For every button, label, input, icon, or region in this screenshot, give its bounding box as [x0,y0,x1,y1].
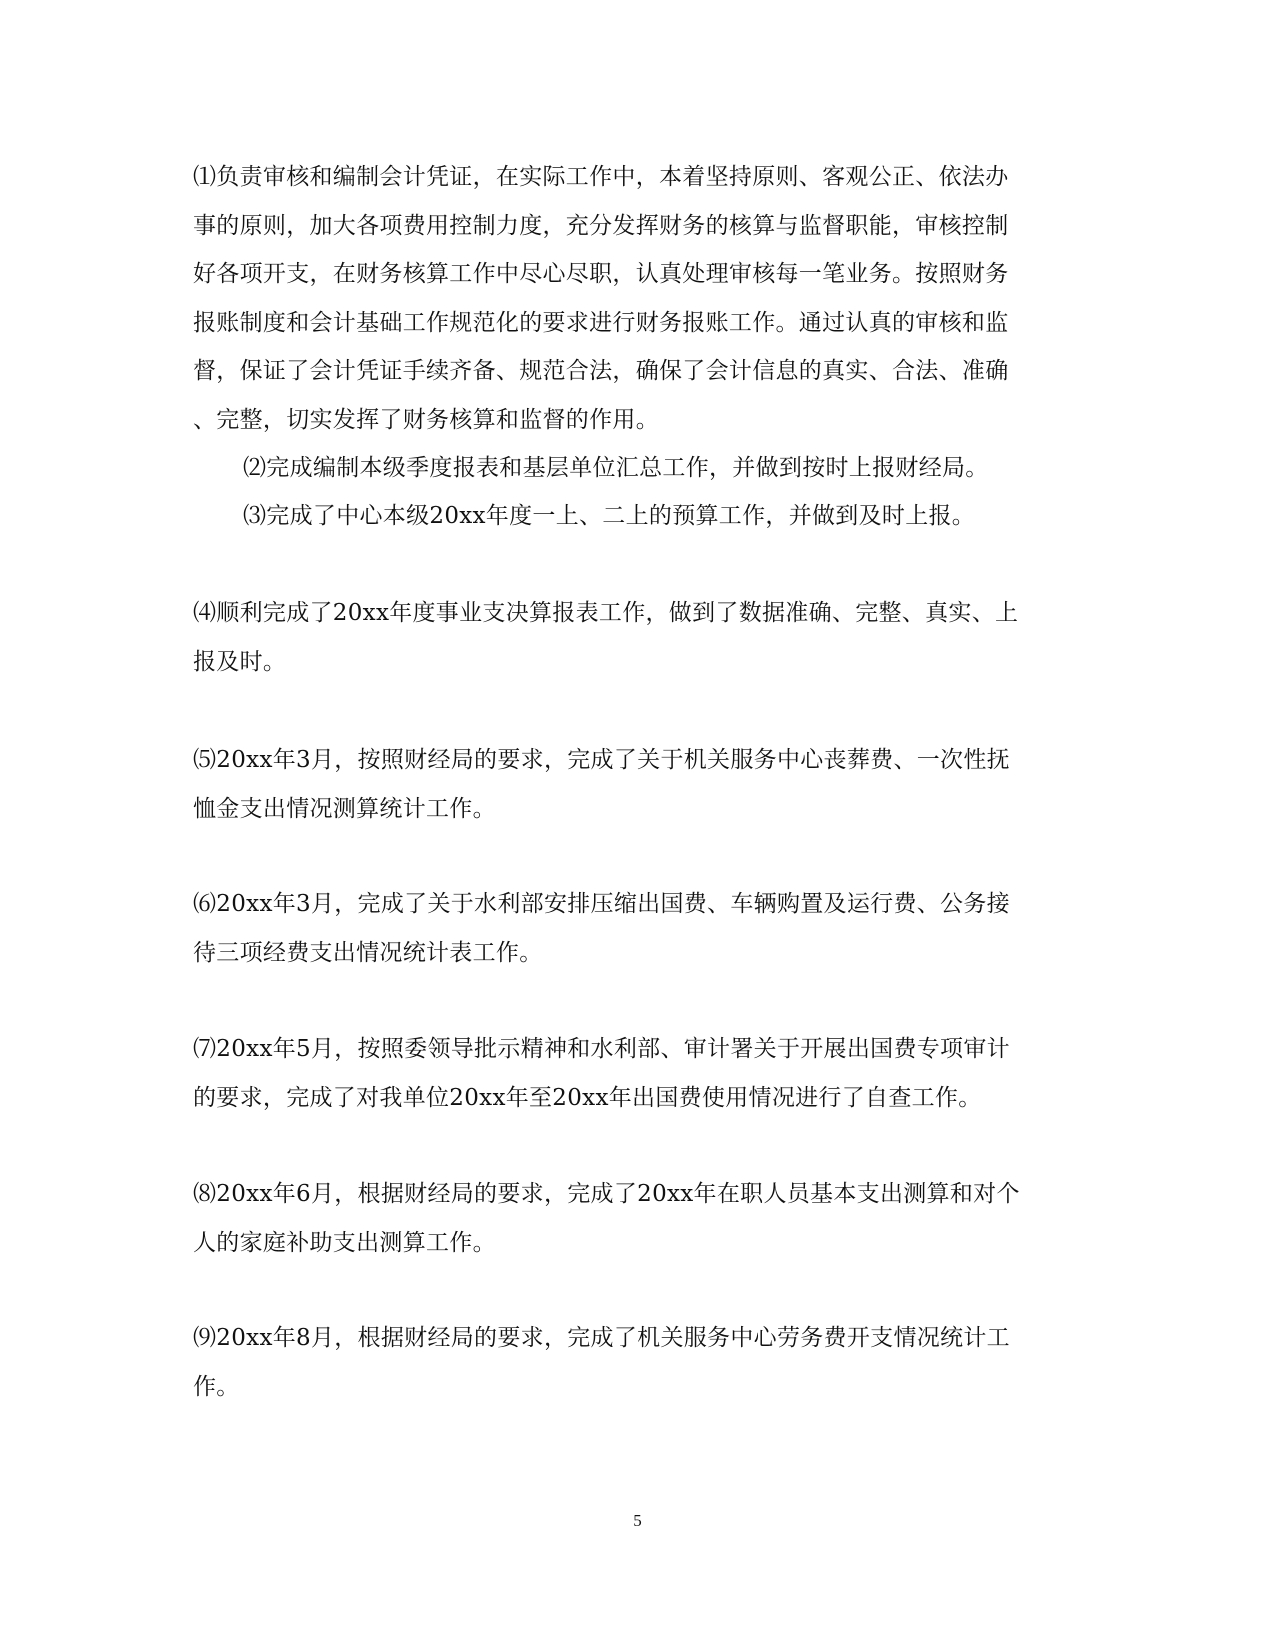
paragraph-6: ⑹20xx年3月，完成了关于水利部安排压缩出国费、车辆购置及运行费、公务接 待三项经费支出情况统计表工作。 [193,891,1010,966]
paragraph-1: ⑴负责审核和编制会计凭证，在实际工作中，本着坚持原则、客观公正、依法办 事的原则，加大各项费用控制力度，充分发挥财务的核算与监督职能，审核控制 好各项开支，在财务核算工作中尽心尽职，认真处理审核每一笔业务。按照财务 报账制度和会计基础工作规范化的要求进行财务报账工作。通过认真的审核和监 督，保证了会计凭证手续齐备、规范合法，确保了会计信息的真实、合法、准确 、完整，切实发挥了财务核算和监督的作用。 [193,164,1009,433]
paragraph-9: ⑼20xx年8月，根据财经局的要求，完成了机关服务中心劳务费开支情况统计工 作。 [193,1325,1010,1400]
paragraph-2: ⑵完成编制本级季度报表和基层单位汇总工作，并做到按时上报财经局。 [243,455,989,481]
page-number: 5 [633,1511,642,1530]
paragraph-8: ⑻20xx年6月，根据财经局的要求，完成了20xx年在职人员基本支出测算和对个 人的家庭补助支出测算工作。 [193,1181,1020,1256]
paragraph-4: ⑷顺利完成了20xx年度事业支决算报表工作，做到了数据准确、完整、真实、上 报及时。 [193,600,1019,675]
paragraph-3: ⑶完成了中心本级20xx年度一上、二上的预算工作，并做到及时上报。 [243,503,976,529]
paragraph-7: ⑺20xx年5月，按照委领导批示精神和水利部、审计署关于开展出国费专项审计 的要求，完成了对我单位20xx年至20xx年出国费使用情况进行了自查工作。 [193,1036,1010,1111]
paragraph-5: ⑸20xx年3月，按照财经局的要求，完成了关于机关服务中心丧葬费、一次性抚 恤金支出情况测算统计工作。 [193,747,1010,822]
